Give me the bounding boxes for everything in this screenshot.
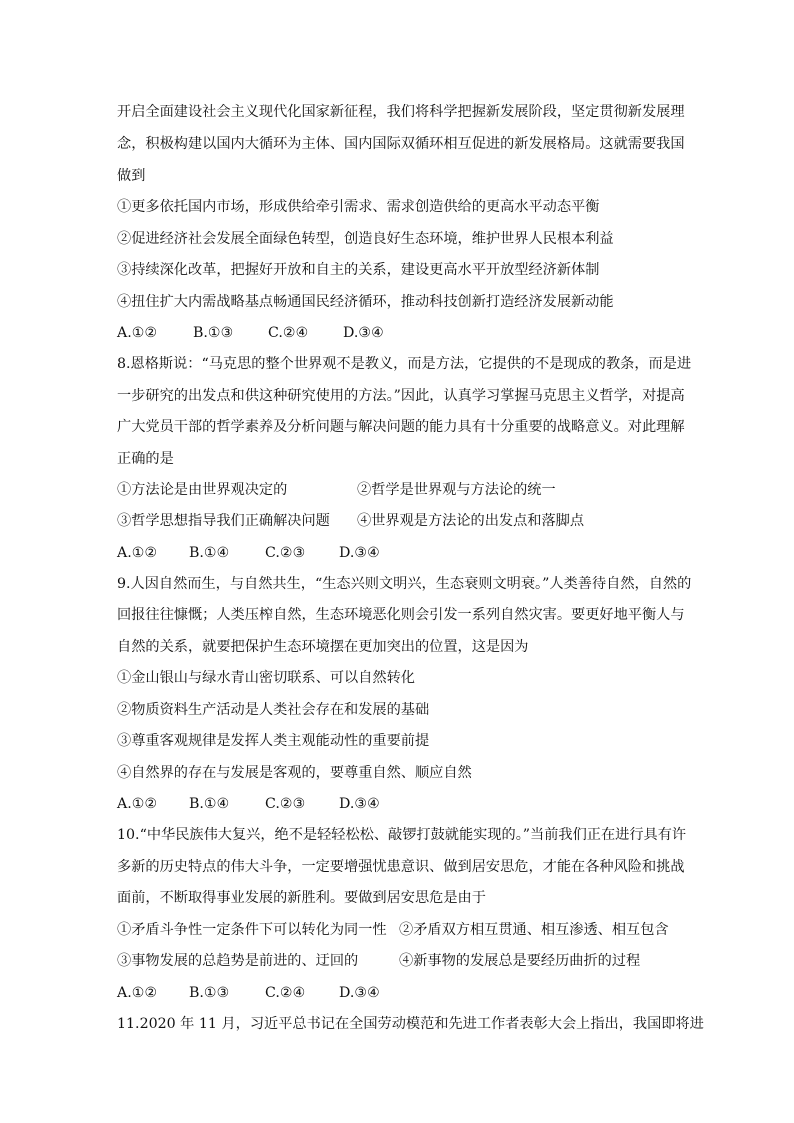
q10-item-2: ②矛盾双方相互贯通、相互渗透、相互包含: [399, 922, 669, 938]
q9-option-d: D.③④: [339, 796, 380, 812]
q9-item-2: ②物质资料生产活动是人类社会存在和发展的基础: [117, 702, 430, 718]
q7-option-b: B.①③: [193, 325, 234, 341]
q9-item-1: ①金山银山与绿水青山密切联系、可以自然转化: [117, 670, 415, 686]
q7-option-a: A.①②: [117, 325, 158, 341]
q8-option-b: B.①④: [189, 545, 230, 561]
q10-option-c: C.②④: [265, 985, 306, 1001]
q10-stem-line-2: 多新的历史特点的伟大斗争，一定要增强忧患意识、做到居安思危，才能在各种风险和挑战: [117, 859, 685, 875]
q7-item-4: ④扭住扩大内需战略基点畅通国民经济循环，推动科技创新打造经济发展新动能: [117, 294, 614, 310]
q11-stem-line-1: 11.2020 年 11 月，习近平总书记在全国劳动模范和先进工作者表彰大会上指出，我国即将进: [117, 1016, 704, 1032]
q7-stem-line-1: 开启全面建设社会主义现代化国家新征程，我们将科学把握新发展阶段，坚定贯彻新发展理: [117, 104, 685, 120]
q10-option-a: A.①②: [117, 985, 158, 1001]
q7-item-3: ③持续深化改革，把握好开放和自主的关系，建设更高水平开放型经济新体制: [117, 262, 600, 278]
q8-stem-line-4: 正确的是: [117, 451, 174, 467]
q9-stem-line-1: 9.人因自然而生，与自然共生，“生态兴则文明兴，生态衰则文明衰。”人类善待自然，自然的: [117, 576, 692, 592]
q9-stem-line-2: 回报往往慷慨；人类压榨自然，生态环境恶化则会引发一系列自然灾害。要更好地平衡人与: [117, 607, 685, 623]
q8-item-3: ③哲学思想指导我们正确解决问题: [117, 513, 330, 529]
q8-item-1: ①方法论是由世界观决定的: [117, 482, 288, 498]
q10-item-3: ③事物发展的总趋势是前进的、迂回的: [117, 953, 359, 969]
q9-option-c: C.②③: [265, 796, 306, 812]
q8-item-2: ②哲学是世界观与方法论的统一: [357, 482, 556, 498]
q8-stem-line-3: 广大党员干部的哲学素养及分析问题与解决问题的能力具有十分重要的战略意义。对此理解: [117, 419, 685, 435]
q7-item-2: ②促进经济社会发展全面绿色转型，创造良好生态环境，维护世界人民根本利益: [117, 231, 614, 247]
q8-option-c: C.②③: [265, 545, 306, 561]
q9-stem-line-3: 自然的关系，就要把保护生态环境摆在更加突出的位置，这是因为: [117, 639, 529, 655]
q8-stem-line-2: 一步研究的出发点和供这种研究使用的方法。”因此，认真学习掌握马克思主义哲学，对提高: [117, 388, 685, 404]
q7-option-d: D.③④: [343, 325, 384, 341]
q8-item-4: ④世界观是方法论的出发点和落脚点: [357, 513, 585, 529]
q10-option-d: D.③④: [339, 985, 380, 1001]
q9-item-3: ③尊重客观规律是发挥人类主观能动性的重要前提: [117, 733, 430, 749]
q9-option-a: A.①②: [117, 796, 158, 812]
q7-item-1: ①更多依托国内市场，形成供给牵引需求、需求创造供给的更高水平动态平衡: [117, 199, 600, 215]
q10-stem-line-3: 面前，不断取得事业发展的新胜利。要做到居安思危是由于: [117, 890, 486, 906]
q10-item-1: ①矛盾斗争性一定条件下可以转化为同一性: [117, 922, 387, 938]
q10-stem-line-1: 10.“中华民族伟大复兴，绝不是轻轻松松、敲锣打鼓就能实现的。”当前我们正在进行具有许: [117, 827, 687, 843]
q7-stem-line-2: 念，积极构建以国内大循环为主体、国内国际双循环相互促进的新发展格局。这就需要我国: [117, 136, 685, 152]
q10-option-b: B.①③: [189, 985, 230, 1001]
q7-option-c: C.②④: [268, 325, 309, 341]
q8-option-a: A.①②: [117, 545, 158, 561]
q7-stem-line-3: 做到: [117, 168, 146, 184]
q9-item-4: ④自然界的存在与发展是客观的，要尊重自然、顺应自然: [117, 765, 472, 781]
q8-stem-line-1: 8.恩格斯说：“马克思的整个世界观不是教义，而是方法，它提供的不是现成的教条，而是进: [117, 356, 692, 372]
q8-option-d: D.③④: [339, 545, 380, 561]
q9-option-b: B.①④: [189, 796, 230, 812]
q10-item-4: ④新事物的发展总是要经历曲折的过程: [399, 953, 641, 969]
